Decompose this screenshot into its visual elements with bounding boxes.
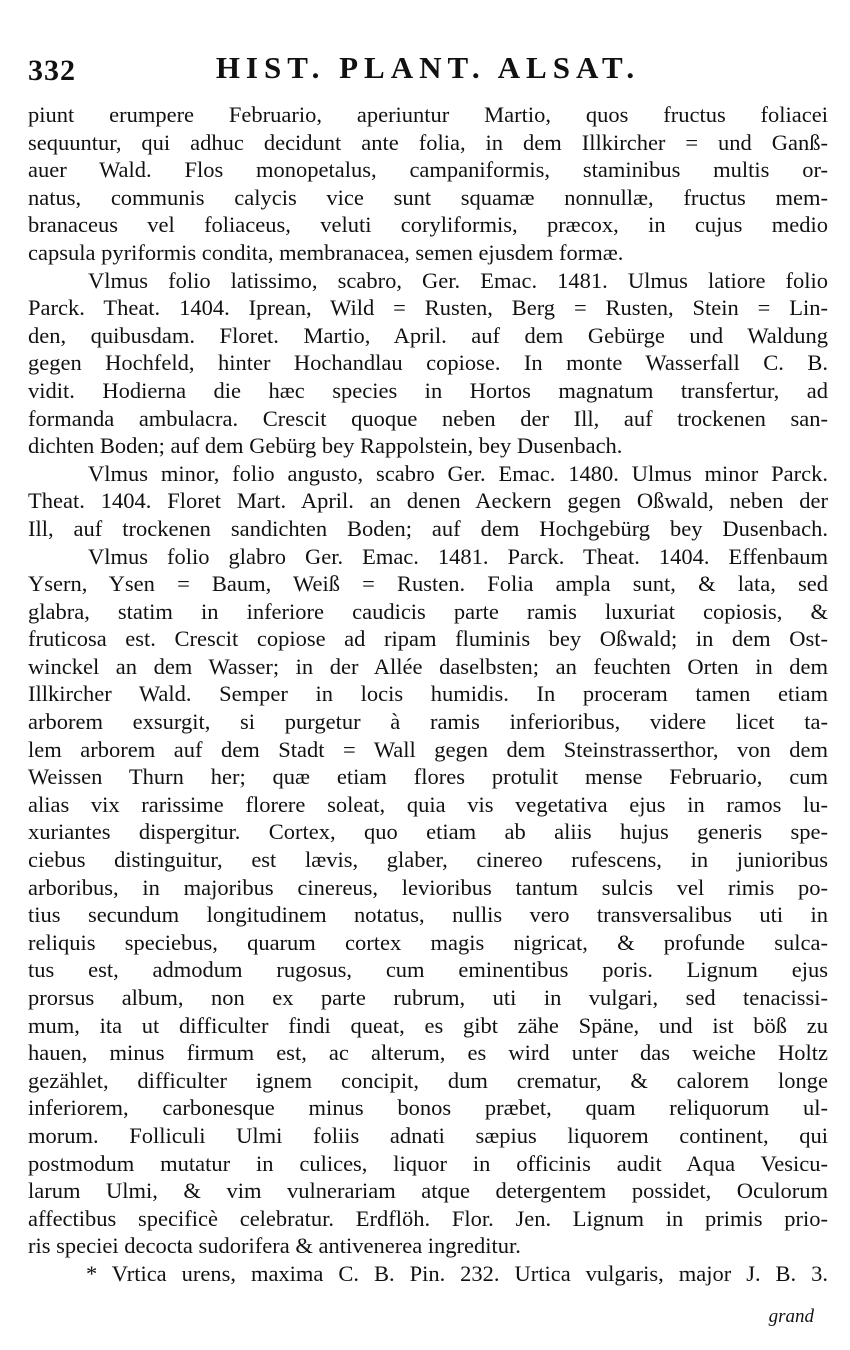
page-header (28, 44, 828, 88)
text-line: arborem exsurgit, si purgetur à ramis inferioribus, videre licet ta- (28, 709, 828, 735)
text-line: arboribus, in majoribus cinereus, levioribus tantum sulcis vel rimis po- (28, 874, 828, 900)
page-number: 332 (28, 54, 76, 87)
text-line: prorsus album, non ex parte rubrum, uti in vulgari, sed tenacissi- (28, 985, 828, 1010)
text-line: morum. Folliculi Ulmi foliis adnati sæpius liquorem continent, qui (28, 1122, 828, 1148)
text-line: sequuntur, qui adhuc decidunt ante folia, in dem Illkircher = und Ganß- (28, 129, 828, 155)
text-line: mum, ita ut difficulter findi queat, es gibt zähe Späne, und ist böß zu (28, 1012, 828, 1038)
text-line: affectibus specificè celebratur. Erdflöh. Flor. Jen. Lignum in primis prio- (28, 1205, 828, 1231)
text-line: piunt erumpere Februario, aperiuntur Martio, quos fructus foliacei (28, 102, 828, 127)
text-line: tus est, admodum rugosus, cum eminentibus poris. Lignum ejus (28, 957, 828, 983)
running-head: HIST. PLANT. ALSAT. (215, 50, 641, 85)
text-line: gegen Hochfeld, hinter Hochandlau copiose. In monte Wasserfall C. B. (28, 350, 828, 376)
text-line: ris speciei decocta sudorifera & antivenerea ingreditur. (28, 1233, 521, 1259)
text-line: Ill, auf trockenen sandichten Boden; auf dem Hochgebürg bey Dusenbach. (28, 515, 828, 541)
body-text (28, 101, 828, 1288)
text-line: formanda ambulacra. Crescit quoque neben der Ill, auf trockenen san- (28, 405, 828, 431)
text-line: Theat. 1404. Floret Mart. April. an denen Aeckern gegen Oßwald, neben der (28, 488, 828, 514)
text-line: vidit. Hodierna die hæc species in Hortos magnatum transfertur, ad (28, 377, 828, 403)
text-line: winckel an dem Wasser; in der Allée daselbsten; an feuchten Orten in dem (28, 653, 828, 679)
text-line: tius secundum longitudinem notatus, nullis vero transversalibus uti in (28, 902, 828, 928)
text-line: Ysern, Ysen = Baum, Weiß = Rusten. Folia ampla sunt, & lata, sed (28, 571, 828, 597)
text-line: Vlmus minor, folio angusto, scabro Ger. Emac. 1480. Ulmus minor Parck. (88, 460, 828, 486)
catchword: grand (768, 1306, 814, 1327)
text-line: larum Ulmi, & vim vulnerariam atque detergentem possidet, Oculorum (28, 1178, 828, 1204)
text-line: Vlmus folio glabro Ger. Emac. 1481. Parck. Theat. 1404. Effenbaum (88, 543, 828, 569)
text-line: Parck. Theat. 1404. Iprean, Wild = Rusten, Berg = Rusten, Stein = Lin- (28, 295, 828, 321)
text-line: reliquis speciebus, quarum cortex magis nigricat, & profunde sulca- (28, 929, 828, 955)
text-line: postmodum mutatur in culices, liquor in officinis audit Aqua Vesicu- (28, 1150, 828, 1176)
text-line: lem arborem auf dem Stadt = Wall gegen dem Steinstrasserthor, von dem (28, 736, 828, 762)
text-line: den, quibusdam. Floret. Martio, April. auf dem Gebürge und Waldung (28, 322, 828, 348)
footnote-line: * Vrtica urens, maxima C. B. Pin. 232. Urtica vulgaris, major J. B. 3. (86, 1260, 828, 1286)
text-line: glabra, statim in inferiore caudicis parte ramis luxuriat copiosis, & (28, 598, 828, 624)
text-line: inferiorem, carbonesque minus bonos præbet, quam reliquorum ul- (28, 1095, 828, 1121)
text-line: gezählet, difficulter ignem concipit, dum crematur, & calorem longe (28, 1067, 828, 1093)
text-line: natus, communis calycis vice sunt squamæ nonnullæ, fructus mem- (28, 184, 828, 210)
text-line: Weissen Thurn her; quæ etiam flores protulit mense Februario, cum (28, 764, 828, 790)
text-line: Vlmus folio latissimo, scabro, Ger. Emac. 1481. Ulmus latiore folio (88, 267, 828, 293)
text-line: auer Wald. Flos monopetalus, campaniformis, staminibus multis or- (28, 157, 828, 183)
text-line: hauen, minus firmum est, ac alterum, es wird unter das weiche Holtz (28, 1040, 828, 1066)
text-line: fruticosa est. Crescit copiose ad ripam fluminis bey Oßwald; in dem Ost- (28, 626, 828, 652)
text-line: Illkircher Wald. Semper in locis humidis. In proceram tamen etiam (28, 681, 828, 707)
text-line: alias vix rarissime florere soleat, quia vis vegetativa ejus in ramos lu- (28, 791, 828, 817)
text-line: capsula pyriformis condita, membranacea, semen ejusdem formæ. (28, 239, 624, 265)
text-line: dichten Boden; auf dem Gebürg bey Rappolstein, bey Dusenbach. (28, 433, 623, 459)
text-line: ciebus distinguitur, est lævis, glaber, cinereo rufescens, in junioribus (28, 847, 828, 873)
text-line: xuriantes dispergitur. Cortex, quo etiam ab aliis hujus generis spe- (28, 819, 828, 845)
text-line: branaceus vel foliaceus, veluti coryliformis, præcox, in cujus medio (28, 212, 828, 238)
